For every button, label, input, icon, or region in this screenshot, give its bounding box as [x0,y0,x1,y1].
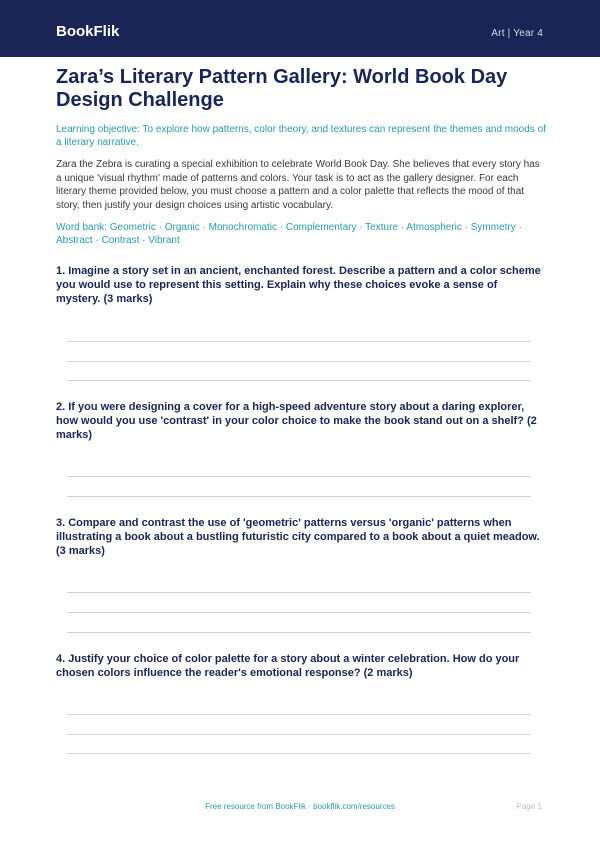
word-bank: Word bank: Geometric · Organic · Monochromatic · Complementary · Texture · Atmospheric · Symmetry · Abstract · Contrast · Vibrant [56,222,522,246]
answer-line[interactable] [67,632,531,633]
footer-credit[interactable]: Free resource from BookFlik · bookflik.com/resources [205,802,395,811]
answer-line[interactable] [67,341,531,342]
answer-line[interactable] [67,476,531,477]
answer-line[interactable] [67,496,531,497]
answer-line[interactable] [67,612,531,613]
intro-paragraph: Zara the Zebra is curating a special exhibition to celebrate World Book Day. She believes that every story has a unique 'visual rhythm' made of patterns and colors. Your task is to act as the gallery designer. For each literary theme provided below, you must choose a pattern and a color palette that reflects the mood of that story, then justify your design choices using artistic vocabulary. [56,159,540,211]
answer-line[interactable] [67,753,531,754]
answer-line[interactable] [67,592,531,593]
worksheet-title: Zara’s Literary Pattern Gallery: World Book Day Design Challenge [56,66,508,111]
answer-line[interactable] [67,361,531,362]
answer-line[interactable] [67,734,531,735]
header-bar [0,0,600,57]
question-1: 1. Imagine a story set in an ancient, enchanted forest. Describe a pattern and a color scheme you would use to represent this setting. Explain why these choices evoke a sense of mystery. (3 marks) [56,265,541,305]
question-4: 4. Justify your choice of color palette for a story about a winter celebration. How do your chosen colors influence the reader's emotional response? (2 marks) [56,653,520,679]
question-2: 2. If you were designing a cover for a high-speed adventure story about a daring explorer, how would you use 'contrast' in your color choice to make the book stand out on a shelf? (2 marks) [56,401,537,441]
page-number: Page 1 [516,802,542,811]
question-3: 3. Compare and contrast the use of 'geometric' patterns versus 'organic' patterns when illustrating a book about a bustling futuristic city compared to a book about a quiet meadow. (3 marks) [56,517,540,557]
learning-objective: Learning objective: To explore how patterns, color theory, and textures can represent the themes and moods of a literary narrative. [56,124,546,148]
subject-year-label: Art | Year 4 [491,28,543,39]
answer-line[interactable] [67,714,531,715]
answer-line[interactable] [67,380,531,381]
brand-logo[interactable]: BookFlik [56,23,120,40]
